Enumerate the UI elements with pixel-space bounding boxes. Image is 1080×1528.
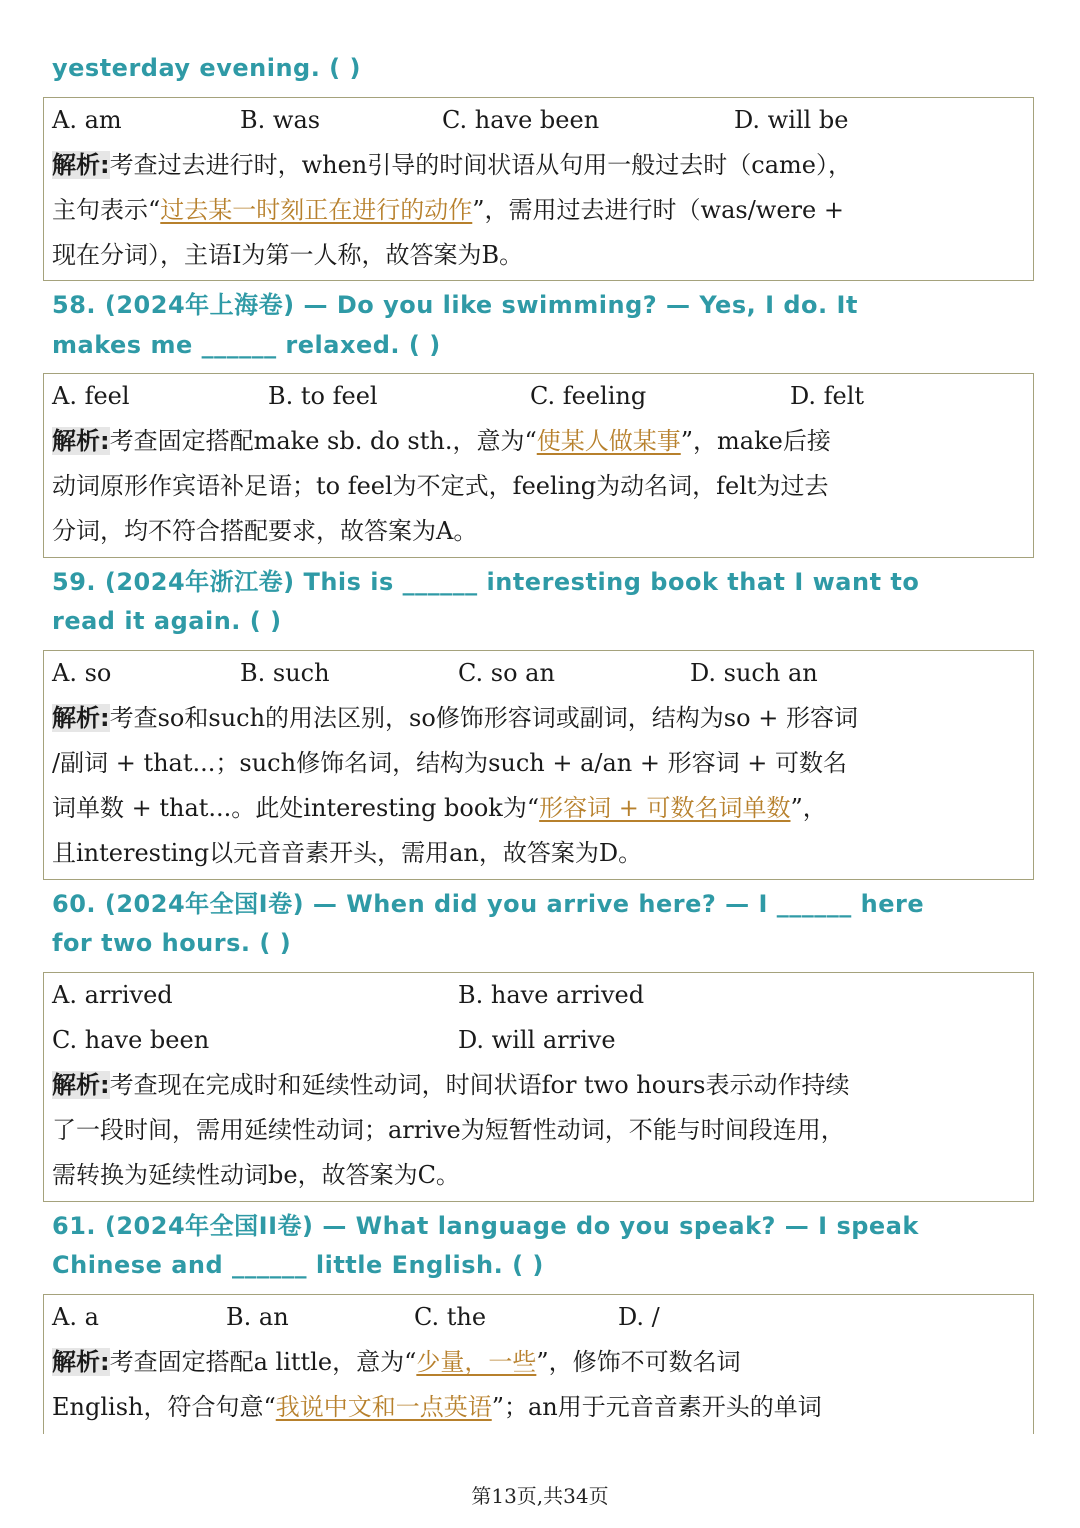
option-a: A. feel — [52, 382, 130, 410]
analysis-line — [52, 143, 852, 188]
analysis-text: /副词 + that...；such修饰名词，结构为such + a/an + 形容词 + 可数名 — [52, 749, 847, 777]
highlighted-phrase: 过去某一时刻正在进行的动作 — [160, 196, 473, 224]
analysis-label: 解析: — [52, 151, 110, 179]
analysis-text: 主句表示“ — [52, 196, 161, 224]
highlighted-phrase: 使某人做某事 — [536, 427, 681, 455]
option-c: C. so an — [458, 659, 555, 687]
analysis-label: 解析: — [52, 704, 110, 732]
question-stem-line: 59. (2024年浙江卷) This is ______ interesting book that I want to — [52, 568, 920, 596]
analysis-line — [52, 188, 844, 233]
option-a: A. am — [52, 106, 122, 134]
option-a: A. a — [52, 1303, 99, 1331]
analysis-text: ”，需用过去进行时（was/were + — [472, 196, 844, 224]
analysis-text: 需转换为延续性动词be，故答案为C。 — [52, 1161, 460, 1189]
analysis-text: ”，修饰不可数名词 — [536, 1348, 741, 1376]
answer-box — [43, 972, 1034, 1202]
analysis-line — [52, 696, 858, 741]
analysis-text: 了一段时间，需用延续性动词；arrive为短暂性动词，不能与时间段连用， — [52, 1116, 845, 1144]
option-a: A. arrived — [52, 981, 173, 1009]
analysis-text: ”， — [790, 794, 827, 822]
option-d: D. / — [618, 1303, 660, 1331]
analysis-label: 解析: — [52, 1348, 110, 1376]
analysis-line — [52, 509, 477, 554]
page-footer: 第13页,共34页 — [471, 1484, 609, 1508]
option-b: B. was — [240, 106, 321, 134]
option-d: D. such an — [690, 659, 818, 687]
analysis-text: 考查现在完成时和延续性动词，时间状语for two hours表示动作持续 — [109, 1071, 850, 1099]
option-b: B. such — [240, 659, 330, 687]
option-a: A. so — [52, 659, 112, 687]
question-stem-line: 58. (2024年上海卷) — Do you like swimming? — Yes, I do. It — [52, 291, 858, 319]
answer-box — [43, 650, 1034, 880]
question-stem-line: for two hours. ( ) — [52, 929, 292, 957]
answer-box — [43, 1294, 1034, 1434]
option-c: C. feeling — [530, 382, 647, 410]
option-d: D. will arrive — [458, 1026, 616, 1054]
analysis-line — [52, 419, 831, 464]
analysis-line — [52, 786, 827, 831]
analysis-line — [52, 1108, 845, 1153]
question-stem-line: 61. (2024年全国II卷) — What language do you speak? — I speak — [52, 1212, 919, 1240]
option-b: B. to feel — [268, 382, 378, 410]
highlighted-phrase: 形容词 + 可数名词单数 — [539, 794, 791, 822]
answer-box — [43, 97, 1034, 281]
question-stem-line: makes me ______ relaxed. ( ) — [52, 331, 441, 359]
analysis-line — [52, 233, 523, 278]
analysis-label: 解析: — [52, 1071, 110, 1099]
analysis-text: 考查固定搭配make sb. do sth.，意为“ — [109, 427, 537, 455]
answer-box — [43, 373, 1034, 558]
option-b: B. an — [226, 1303, 289, 1331]
option-c: C. have been — [442, 106, 600, 134]
question-stem-line: Chinese and ______ little English. ( ) — [52, 1251, 544, 1279]
highlighted-phrase: 我说中文和一点英语 — [275, 1393, 492, 1421]
option-b: B. have arrived — [458, 981, 645, 1009]
analysis-label: 解析: — [52, 427, 110, 455]
question-stem-line: yesterday evening. ( ) — [52, 54, 361, 82]
analysis-line — [52, 741, 847, 786]
analysis-line — [52, 831, 642, 876]
analysis-line — [52, 1340, 741, 1385]
option-d: D. felt — [790, 382, 865, 410]
analysis-text: ”；an用于元音音素开头的单词 — [491, 1393, 822, 1421]
analysis-text: English，符合句意“ — [52, 1393, 276, 1421]
analysis-line — [52, 1153, 460, 1198]
highlighted-phrase: 少量，一些 — [416, 1348, 537, 1376]
option-c: C. have been — [52, 1026, 210, 1054]
analysis-text: 考查固定搭配a little，意为“ — [109, 1348, 417, 1376]
option-d: D. will be — [734, 106, 849, 134]
analysis-text: 词单数 + that...。此处interesting book为“ — [52, 794, 540, 822]
question-stem-line: read it again. ( ) — [52, 607, 282, 635]
analysis-line — [52, 1385, 822, 1430]
analysis-text: 考查so和such的用法区别，so修饰形容词或副词，结构为so + 形容词 — [109, 704, 858, 732]
analysis-text: 现在分词），主语I为第一人称，故答案为B。 — [52, 241, 524, 269]
analysis-text: 分词，均不符合搭配要求，故答案为A。 — [52, 517, 478, 545]
analysis-line — [52, 464, 829, 509]
analysis-text: 且interesting以元音音素开头，需用an，故答案为D。 — [52, 839, 643, 867]
analysis-text: 动词原形作宾语补足语；to feel为不定式，feeling为动名词，felt为过去 — [52, 472, 829, 500]
option-c: C. the — [414, 1303, 487, 1331]
question-stem-line: 60. (2024年全国I卷) — When did you arrive here? — I ______ here — [52, 890, 925, 918]
analysis-text: ”，make后接 — [680, 427, 831, 455]
analysis-text: 考查过去进行时，when引导的时间状语从句用一般过去时（came）， — [109, 151, 852, 179]
analysis-line — [52, 1063, 849, 1108]
